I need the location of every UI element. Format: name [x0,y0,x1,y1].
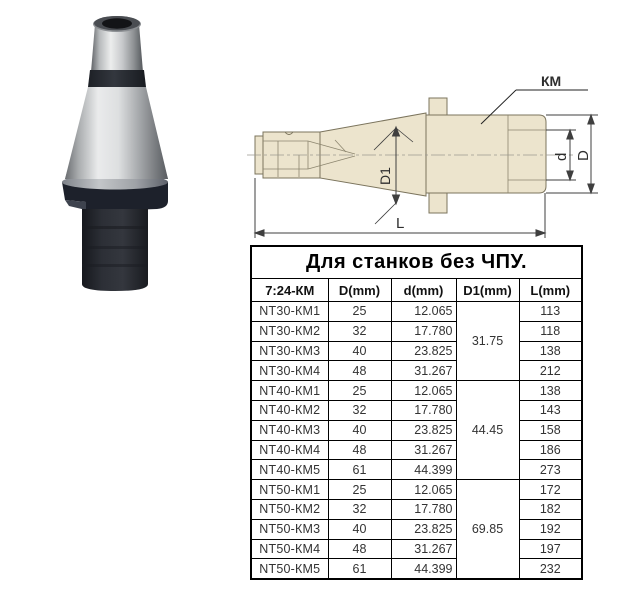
cell-model: NT30-КМ2 [251,321,328,341]
cell-d: 31.267 [391,361,456,381]
cell-model: NT40-КМ3 [251,420,328,440]
cell-model: NT30-КМ1 [251,302,328,322]
photo-base-texture [82,246,148,249]
table-title: Для станков без ЧПУ. [251,246,582,279]
table-row [251,341,582,361]
technical-drawing [243,55,641,245]
cell-D1-merged: 31.75 [456,302,519,381]
table-row [251,519,582,539]
cell-model: NT50-КМ4 [251,539,328,559]
label-D1: D1 [377,167,393,185]
cell-model: NT40-КМ5 [251,460,328,480]
table-row [251,381,582,401]
cell-d: 17.780 [391,499,456,519]
cell-model: NT40-КМ2 [251,400,328,420]
cell-model: NT40-КМ4 [251,440,328,460]
col-header-model: 7:24-КМ [251,279,328,302]
cell-D: 40 [328,341,391,361]
cell-d: 31.267 [391,539,456,559]
cell-L: 138 [519,341,582,361]
table-row [251,499,582,519]
cell-L: 138 [519,381,582,401]
cell-D: 48 [328,361,391,381]
cell-L: 113 [519,302,582,322]
cell-D1-merged: 44.45 [456,381,519,480]
cell-d: 44.399 [391,460,456,480]
table-row [251,440,582,460]
cell-model: NT30-КМ3 [251,341,328,361]
cell-D: 25 [328,480,391,500]
cell-D: 40 [328,420,391,440]
cell-d: 12.065 [391,480,456,500]
cell-L: 172 [519,480,582,500]
cell-L: 192 [519,519,582,539]
cell-D: 32 [328,321,391,341]
table-row [251,302,582,322]
cell-D: 25 [328,302,391,322]
cell-D: 40 [328,519,391,539]
spec-table [250,245,583,580]
cell-model: NT40-КМ1 [251,381,328,401]
cell-d: 23.825 [391,420,456,440]
label-d: d [553,152,570,161]
table-row [251,460,582,480]
cell-L: 118 [519,321,582,341]
drawing-bottom-tab [429,193,447,213]
cell-d: 17.780 [391,400,456,420]
cell-L: 158 [519,420,582,440]
cell-D: 32 [328,499,391,519]
photo-cone [65,87,168,179]
cell-d: 23.825 [391,519,456,539]
drawing-shank-body [426,115,546,193]
col-header-L: L(mm) [519,279,582,302]
table-header-row [251,279,582,302]
cell-L: 212 [519,361,582,381]
photo-cone-foot [65,172,168,179]
label-L: L [396,215,405,232]
col-header-D1: D1(mm) [456,279,519,302]
col-header-D: D(mm) [328,279,391,302]
photo-bore-hole [102,18,132,28]
cell-D: 32 [328,400,391,420]
cell-L: 186 [519,440,582,460]
drawing-top-tab [429,98,447,115]
photo-base-texture [82,264,148,267]
cell-d: 23.825 [391,341,456,361]
table-row [251,480,582,500]
cell-d: 12.065 [391,302,456,322]
cell-L: 232 [519,559,582,579]
cell-L: 273 [519,460,582,480]
photo-base [82,209,148,291]
drawing-taper-cone [320,113,426,196]
cell-D: 61 [328,559,391,579]
table-title-row [251,246,582,279]
table-row [251,420,582,440]
cell-D: 48 [328,539,391,559]
spec-table-body [251,302,582,580]
cell-model: NT50-КМ2 [251,499,328,519]
cell-D1-merged: 69.85 [456,480,519,579]
table-row [251,400,582,420]
cell-d: 12.065 [391,381,456,401]
cell-model: NT50-КМ1 [251,480,328,500]
photo-base-texture [82,226,148,229]
cell-D: 48 [328,440,391,460]
cell-model: NT50-КМ5 [251,559,328,579]
cell-d: 44.399 [391,559,456,579]
cell-D: 61 [328,460,391,480]
cell-model: NT30-КМ4 [251,361,328,381]
cell-model: NT50-КМ3 [251,519,328,539]
cell-L: 182 [519,499,582,519]
cell-L: 197 [519,539,582,559]
table-row [251,321,582,341]
cell-d: 17.780 [391,321,456,341]
label-KM: КМ [541,73,562,89]
cell-d: 31.267 [391,440,456,460]
table-row [251,539,582,559]
col-header-d: d(mm) [391,279,456,302]
cell-L: 143 [519,400,582,420]
label-D-big: D [575,150,592,161]
photo-ring-band [88,70,146,87]
cell-D: 25 [328,381,391,401]
table-row [251,559,582,579]
tool-holder-photo [5,0,215,295]
table-row [251,361,582,381]
